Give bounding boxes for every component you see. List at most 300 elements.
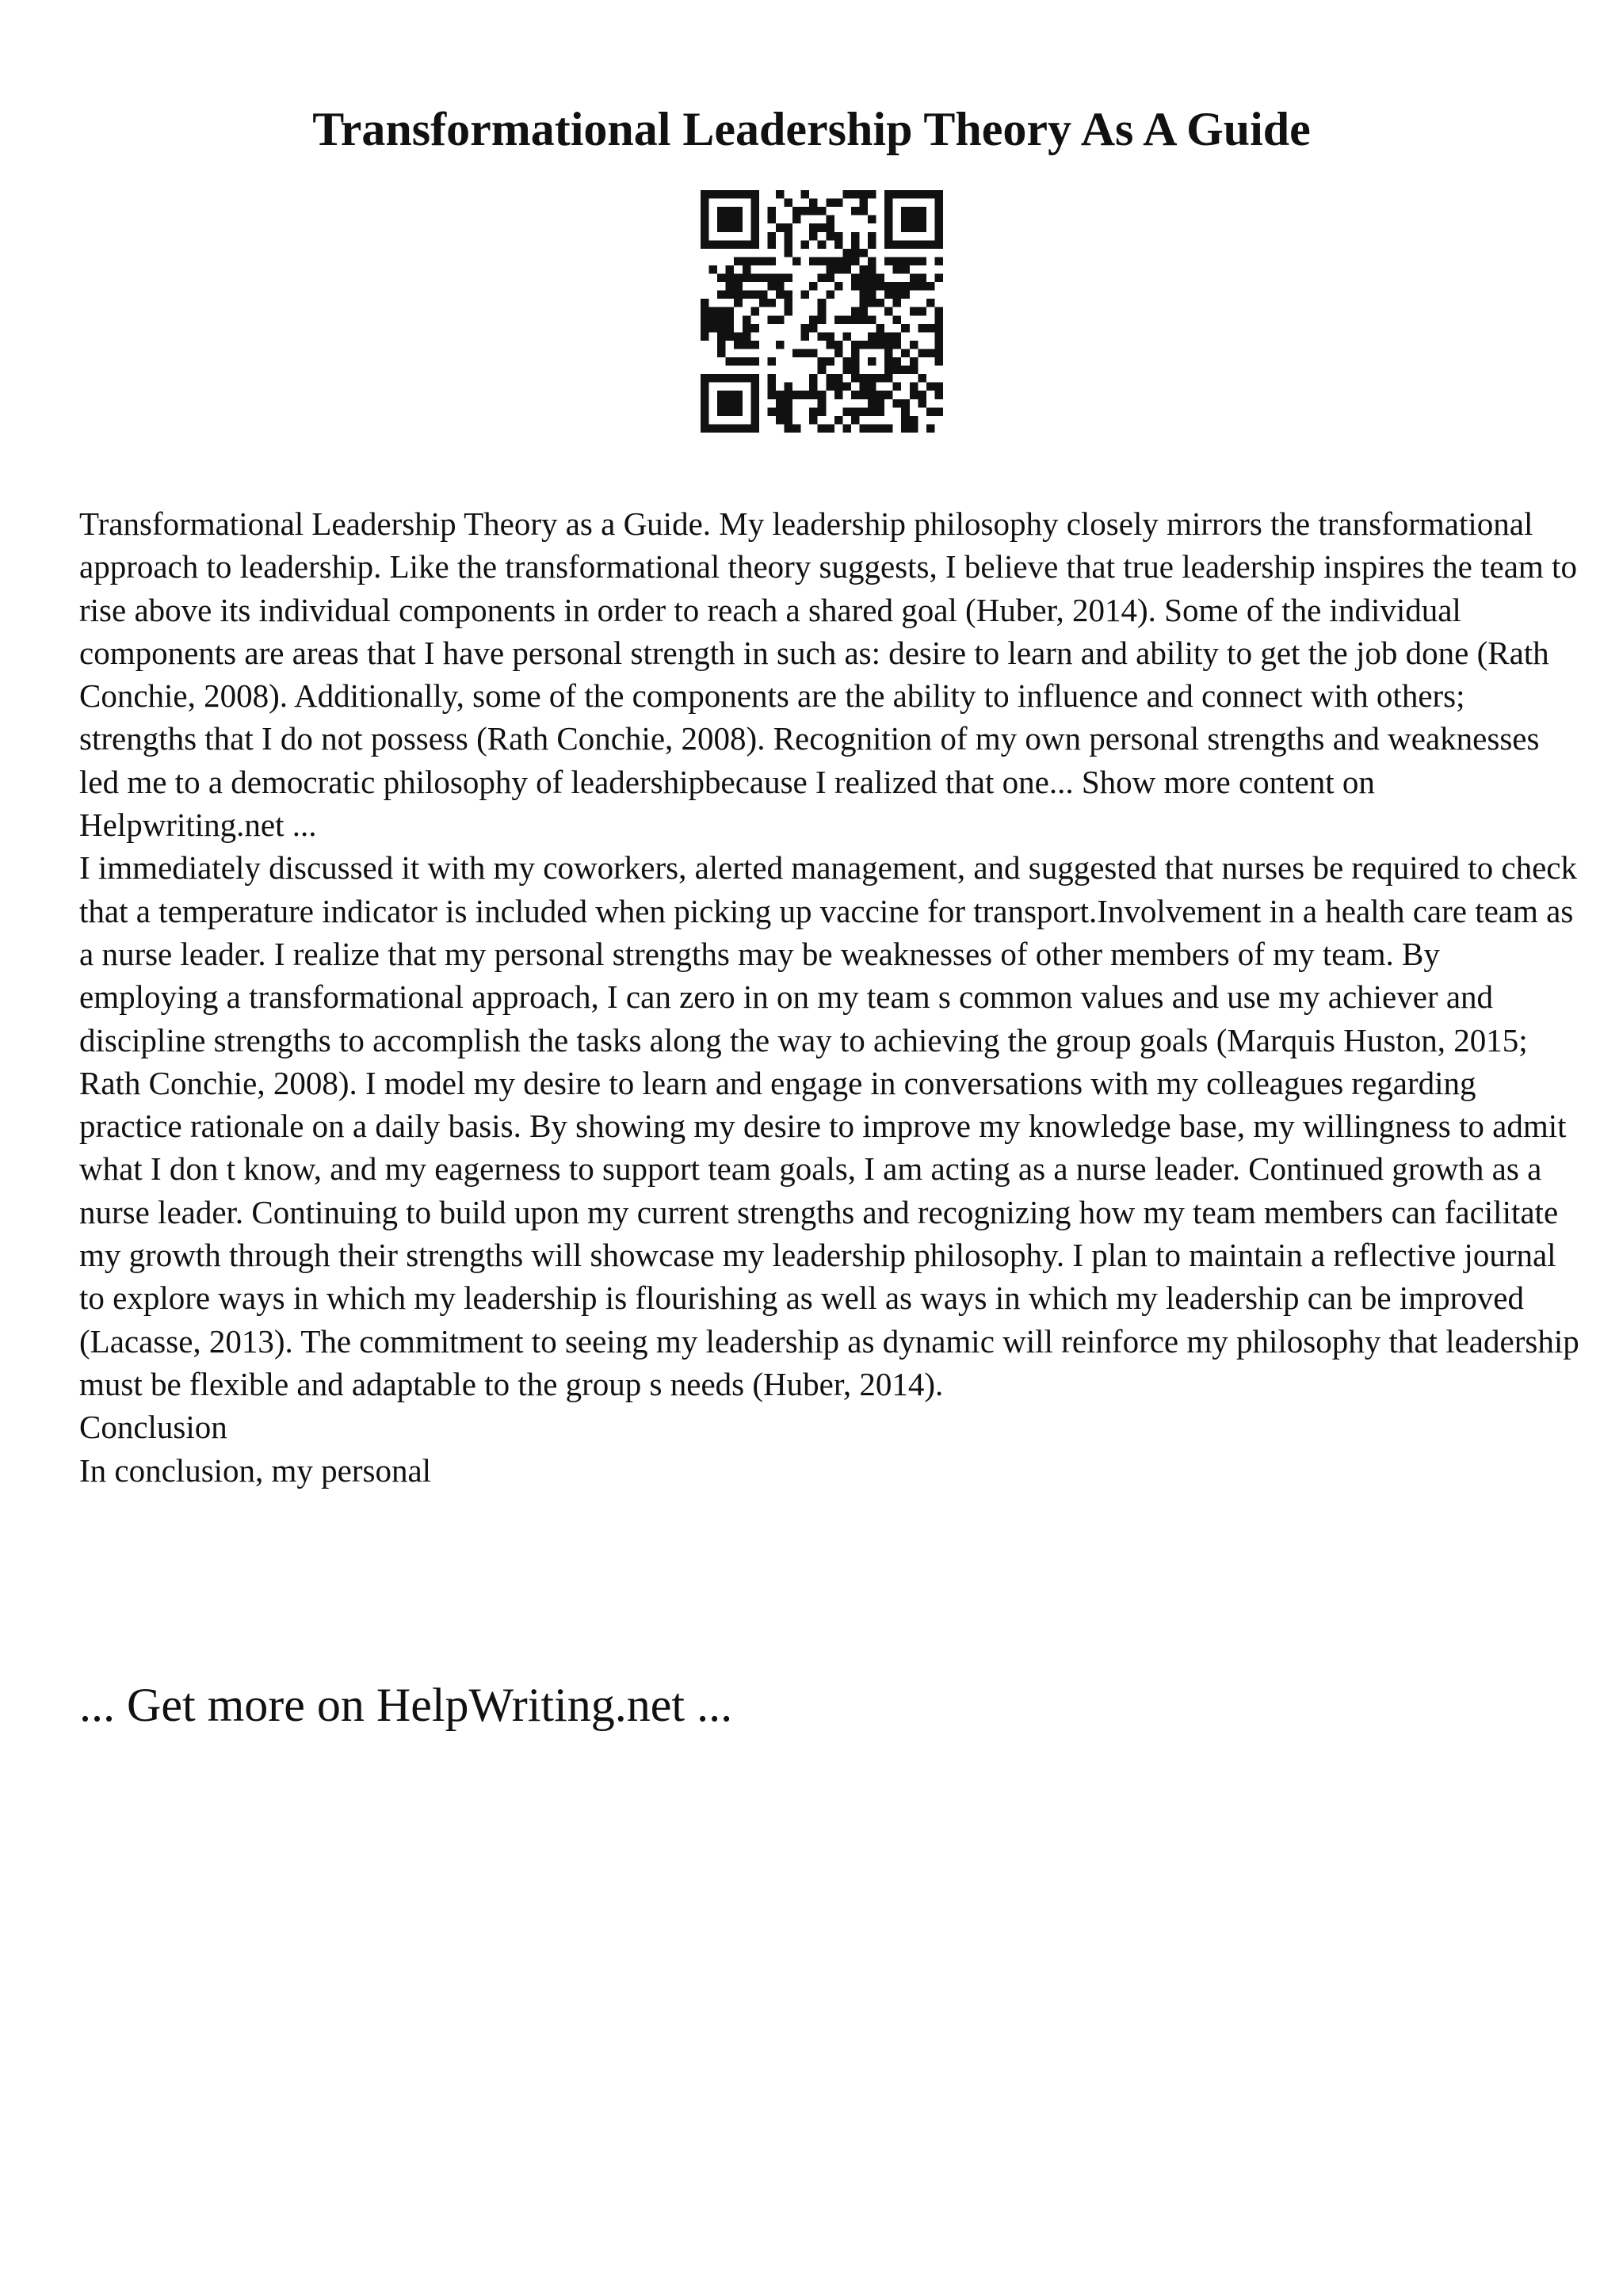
qr-module	[750, 424, 759, 433]
qr-module	[934, 324, 943, 333]
qr-module	[717, 399, 726, 408]
qr-module	[926, 324, 935, 333]
qr-module	[868, 299, 876, 307]
qr-module	[859, 274, 868, 283]
qr-module	[910, 424, 918, 433]
qr-module	[734, 407, 743, 416]
qr-module	[876, 299, 885, 307]
body-paragraph: Transformational Leadership Theory as a Guide. My leadership philosophy closely mirrors the transformational approach to leadership. Like the transformational theory suggests, I believe that true leadership inspires the team to rise above its individual components in order to reach a shared goal (Huber, 2014). Some of the individual components are areas that I have personal strength in such as: desire to learn and ability to get the job done (Rath Conchie, 2008). Additionally, some of the components are the ability to influence and connect with others; strengths that I do not possess (Rath Conchie, 2008). Recognition of my own personal strengths and weaknesses led me to a democratic philosophy of leadershipbecause I realized that one... Show more content on Helpwriting.net ...	[79, 505, 1577, 844]
qr-module	[701, 199, 709, 208]
qr-module	[826, 374, 834, 383]
qr-module	[910, 274, 918, 283]
qr-module	[717, 374, 726, 383]
qr-module	[868, 383, 876, 391]
qr-module	[785, 399, 793, 408]
qr-module	[901, 215, 910, 224]
qr-module	[801, 332, 810, 341]
qr-module	[809, 232, 818, 241]
qr-module	[851, 374, 860, 383]
qr-module	[785, 307, 793, 316]
qr-module	[809, 282, 818, 291]
qr-module	[918, 190, 926, 199]
qr-module	[717, 315, 726, 324]
qr-module	[750, 391, 759, 399]
qr-module	[776, 315, 785, 324]
qr-module	[717, 274, 726, 283]
qr-module	[767, 357, 776, 366]
qr-module	[743, 324, 751, 333]
qr-module	[826, 265, 834, 274]
qr-module	[785, 424, 793, 433]
qr-module	[918, 349, 926, 357]
qr-module	[726, 357, 735, 366]
qr-module	[826, 357, 834, 366]
qr-module	[785, 223, 793, 232]
qr-module	[785, 199, 793, 208]
qr-module	[801, 240, 810, 249]
qr-module	[901, 399, 910, 408]
qr-module	[901, 265, 910, 274]
qr-module	[893, 291, 902, 299]
qr-module	[717, 215, 726, 224]
qr-module	[785, 240, 793, 249]
qr-module	[910, 366, 918, 375]
qr-module	[868, 215, 876, 224]
qr-module	[859, 315, 868, 324]
qr-module	[818, 299, 827, 307]
qr-module	[934, 207, 943, 215]
qr-module	[884, 232, 893, 241]
qr-module	[851, 407, 860, 416]
qr-module	[826, 223, 834, 232]
qr-module	[717, 349, 726, 357]
qr-module	[934, 349, 943, 357]
qr-module	[743, 341, 751, 349]
qr-module	[743, 315, 751, 324]
qr-module	[734, 399, 743, 408]
qr-module	[776, 274, 785, 283]
qr-module	[901, 291, 910, 299]
qr-module	[809, 257, 818, 265]
qr-module	[884, 291, 893, 299]
qr-code-icon[interactable]	[701, 190, 943, 433]
qr-module	[884, 282, 893, 291]
qr-module	[776, 282, 785, 291]
qr-module	[868, 399, 876, 408]
qr-module	[785, 416, 793, 425]
qr-module	[726, 399, 735, 408]
qr-module	[859, 391, 868, 399]
qr-module	[743, 265, 751, 274]
qr-module	[926, 424, 935, 433]
qr-module	[767, 383, 776, 391]
qr-module	[785, 391, 793, 399]
qr-module	[842, 249, 851, 257]
qr-module	[701, 324, 709, 333]
qr-module	[884, 332, 893, 341]
qr-module	[809, 349, 818, 357]
qr-module	[868, 374, 876, 383]
qr-module	[750, 199, 759, 208]
document-body	[79, 502, 1585, 1492]
qr-module	[834, 341, 843, 349]
qr-module	[776, 399, 785, 408]
qr-module	[884, 374, 893, 383]
qr-module	[884, 223, 893, 232]
qr-module	[726, 265, 735, 274]
qr-module	[717, 190, 726, 199]
qr-module	[910, 416, 918, 425]
qr-module	[893, 383, 902, 391]
qr-module	[734, 299, 743, 307]
qr-module	[859, 407, 868, 416]
qr-module	[893, 240, 902, 249]
qr-module	[926, 190, 935, 199]
qr-module	[901, 416, 910, 425]
qr-module	[785, 291, 793, 299]
qr-module	[818, 399, 827, 408]
qr-module	[767, 207, 776, 215]
qr-module	[818, 307, 827, 316]
qr-module	[884, 366, 893, 375]
qr-module	[826, 232, 834, 241]
qr-module	[910, 190, 918, 199]
qr-module	[809, 374, 818, 383]
qr-module	[876, 391, 885, 399]
qr-module	[750, 416, 759, 425]
qr-module	[901, 257, 910, 265]
qr-module	[851, 207, 860, 215]
qr-module	[709, 424, 718, 433]
qr-module	[834, 265, 843, 274]
get-more-link[interactable]: ... Get more on HelpWriting.net ...	[79, 1679, 733, 1731]
qr-module	[717, 240, 726, 249]
body-paragraph: I immediately discussed it with my coworkers, alerted management, and suggested that nurses be required to check that a temperature indicator is included when picking up vaccine for transport.Involvement in a health care team as a nurse leader. I realize that my personal strengths may be weaknesses of other members of my team. By employing a transformational approach, I can zero in on my team s common values and use my achiever and discipline strengths to accomplish the tasks along the way to achieving the group goals (Marquis Huston, 2015; Rath Conchie, 2008). I model my desire to learn and engage in conversations with my colleagues regarding practice rationale on a daily basis. By showing my desire to improve my knowledge base, my willingness to admit what I don t know, and my eagerness to support team goals, I am acting as a nurse leader. Continued growth as a nurse leader. Continuing to build upon my current strengths and recognizing how my team members can facilitate my growth through their strengths will showcase my leadership philosophy. I plan to maintain a reflective journal to explore ways in which my leadership is flourishing as well as ways in which my leadership can be improved (Lacasse, 2013). The commitment to seeing my leadership as dynamic will reinforce my philosophy that leadership must be flexible and adaptable to the group s needs (Huber, 2014).	[79, 849, 1579, 1402]
body-paragraph: In conclusion, my personal	[79, 1451, 432, 1489]
qr-module	[792, 207, 801, 215]
qr-module	[734, 215, 743, 224]
qr-module	[726, 315, 735, 324]
qr-module	[842, 357, 851, 366]
qr-module	[785, 274, 793, 283]
qr-module	[792, 215, 801, 224]
qr-module	[893, 265, 902, 274]
section-heading-conclusion: Conclusion	[79, 1409, 227, 1446]
qr-module	[901, 223, 910, 232]
qr-module	[859, 374, 868, 383]
qr-module	[734, 190, 743, 199]
qr-module	[859, 265, 868, 274]
qr-module	[884, 207, 893, 215]
qr-module	[818, 357, 827, 366]
qr-module	[750, 307, 759, 316]
qr-module	[818, 257, 827, 265]
qr-module	[809, 315, 818, 324]
qr-module	[701, 424, 709, 433]
qr-module	[868, 315, 876, 324]
qr-module	[726, 407, 735, 416]
qr-module	[743, 291, 751, 299]
qr-module	[750, 341, 759, 349]
qr-module	[893, 341, 902, 349]
qr-module	[809, 391, 818, 399]
qr-module	[934, 332, 943, 341]
qr-module	[893, 366, 902, 375]
qr-module	[918, 257, 926, 265]
qr-module	[842, 265, 851, 274]
qr-module	[767, 407, 776, 416]
qr-module	[910, 257, 918, 265]
qr-module	[701, 223, 709, 232]
qr-module	[734, 374, 743, 383]
qr-module	[926, 383, 935, 391]
qr-module	[809, 416, 818, 425]
qr-module	[792, 391, 801, 399]
qr-module	[709, 374, 718, 383]
qr-module	[868, 190, 876, 199]
qr-module	[717, 424, 726, 433]
qr-module	[842, 407, 851, 416]
qr-module	[876, 407, 885, 416]
qr-module	[801, 207, 810, 215]
qr-module	[910, 307, 918, 316]
qr-module	[884, 357, 893, 366]
qr-module	[750, 383, 759, 391]
qr-module	[893, 332, 902, 341]
qr-module	[826, 274, 834, 283]
qr-module	[701, 391, 709, 399]
qr-module	[893, 282, 902, 291]
qr-module	[767, 274, 776, 283]
qr-module	[743, 374, 751, 383]
qr-module	[851, 190, 860, 199]
qr-module	[726, 374, 735, 383]
qr-module	[876, 274, 885, 283]
qr-module	[750, 357, 759, 366]
qr-module	[868, 282, 876, 291]
qr-module	[901, 424, 910, 433]
qr-module	[750, 324, 759, 333]
qr-module	[750, 215, 759, 224]
qr-module	[818, 223, 827, 232]
qr-module	[818, 424, 827, 433]
qr-module	[859, 249, 868, 257]
qr-module	[767, 215, 776, 224]
qr-module	[842, 366, 851, 375]
qr-module	[750, 274, 759, 283]
qr-module	[893, 299, 902, 307]
qr-module	[851, 232, 860, 241]
qr-module	[726, 307, 735, 316]
qr-module	[868, 265, 876, 274]
qr-module	[750, 407, 759, 416]
qr-module	[726, 391, 735, 399]
qr-module	[818, 315, 827, 324]
qr-module	[851, 274, 860, 283]
qr-module	[918, 374, 926, 383]
qr-module	[818, 407, 827, 416]
qr-module	[717, 341, 726, 349]
qr-module	[734, 240, 743, 249]
qr-module	[785, 299, 793, 307]
qr-module	[901, 207, 910, 215]
qr-module	[818, 366, 827, 375]
qr-module	[918, 391, 926, 399]
qr-module	[859, 307, 868, 316]
qr-module	[884, 391, 893, 399]
qr-module	[884, 349, 893, 357]
qr-module	[842, 332, 851, 341]
qr-module	[785, 407, 793, 416]
qr-module	[776, 190, 785, 199]
qr-module	[868, 274, 876, 283]
qr-module	[868, 424, 876, 433]
qr-module	[926, 407, 935, 416]
qr-module	[701, 407, 709, 416]
qr-module	[901, 190, 910, 199]
qr-module	[776, 291, 785, 299]
qr-module	[851, 307, 860, 316]
qr-module	[767, 315, 776, 324]
qr-module	[701, 215, 709, 224]
qr-module	[910, 215, 918, 224]
qr-module	[868, 407, 876, 416]
qr-module	[859, 190, 868, 199]
qr-module	[834, 374, 843, 383]
qr-module	[709, 190, 718, 199]
qr-module	[934, 190, 943, 199]
qr-module	[851, 416, 860, 425]
qr-module	[726, 223, 735, 232]
qr-module	[859, 291, 868, 299]
qr-module	[734, 291, 743, 299]
qr-module	[901, 324, 910, 333]
qr-module	[934, 307, 943, 316]
qr-module	[750, 232, 759, 241]
qr-module	[701, 232, 709, 241]
qr-module	[918, 207, 926, 215]
qr-module	[918, 223, 926, 232]
qr-module	[743, 424, 751, 433]
qr-module	[701, 190, 709, 199]
qr-module	[701, 399, 709, 408]
qr-module	[734, 223, 743, 232]
qr-module	[934, 240, 943, 249]
qr-module	[709, 265, 718, 274]
qr-module	[918, 240, 926, 249]
qr-module	[726, 424, 735, 433]
qr-module	[876, 374, 885, 383]
qr-module	[743, 332, 751, 341]
qr-module	[776, 407, 785, 416]
qr-module	[767, 240, 776, 249]
qr-module	[842, 257, 851, 265]
qr-module	[717, 291, 726, 299]
qr-module	[717, 307, 726, 316]
qr-module	[826, 332, 834, 341]
qr-module	[910, 223, 918, 232]
qr-module	[868, 332, 876, 341]
qr-module	[717, 324, 726, 333]
qr-module	[801, 190, 810, 199]
qr-module	[785, 383, 793, 391]
qr-module	[826, 257, 834, 265]
qr-module	[876, 424, 885, 433]
qr-module	[868, 391, 876, 399]
qr-module	[701, 374, 709, 383]
qr-module	[868, 291, 876, 299]
qr-module	[734, 257, 743, 265]
qr-module	[918, 307, 926, 316]
document-title: Transformational Leadership Theory As A Guide	[312, 103, 1311, 155]
qr-module	[717, 407, 726, 416]
qr-module	[701, 332, 709, 341]
qr-module	[701, 240, 709, 249]
qr-module	[926, 349, 935, 357]
qr-module	[734, 274, 743, 283]
qr-module	[868, 357, 876, 366]
qr-module	[934, 257, 943, 265]
qr-module	[918, 282, 926, 291]
qr-module	[767, 282, 776, 291]
qr-module	[934, 407, 943, 416]
qr-module	[876, 341, 885, 349]
qr-module	[734, 341, 743, 349]
qr-module	[918, 324, 926, 333]
qr-module	[901, 240, 910, 249]
qr-module	[934, 357, 943, 366]
qr-module	[918, 215, 926, 224]
qr-module	[750, 291, 759, 299]
qr-module	[776, 416, 785, 425]
qr-module	[726, 240, 735, 249]
qr-module	[926, 240, 935, 249]
qr-module	[851, 282, 860, 291]
qr-module	[859, 207, 868, 215]
qr-module	[893, 257, 902, 265]
qr-module	[759, 257, 768, 265]
qr-module	[726, 324, 735, 333]
qr-module	[834, 282, 843, 291]
qr-module	[834, 383, 843, 391]
qr-module	[809, 383, 818, 391]
qr-module	[776, 223, 785, 232]
qr-module	[842, 424, 851, 433]
qr-module	[910, 383, 918, 391]
qr-module	[926, 282, 935, 291]
qr-module	[859, 199, 868, 208]
qr-module	[893, 315, 902, 324]
qr-module	[717, 391, 726, 399]
qr-module	[801, 391, 810, 399]
qr-module	[884, 341, 893, 349]
qr-module	[701, 299, 709, 307]
qr-module	[734, 282, 743, 291]
qr-module	[851, 249, 860, 257]
qr-module	[834, 199, 843, 208]
qr-module	[868, 257, 876, 265]
qr-module	[826, 199, 834, 208]
qr-module	[876, 399, 885, 408]
qr-module	[750, 207, 759, 215]
qr-module	[717, 223, 726, 232]
qr-module	[834, 232, 843, 241]
qr-module	[759, 291, 768, 299]
qr-module	[826, 215, 834, 224]
qr-module	[767, 299, 776, 307]
qr-module	[893, 399, 902, 408]
qr-module	[859, 299, 868, 307]
